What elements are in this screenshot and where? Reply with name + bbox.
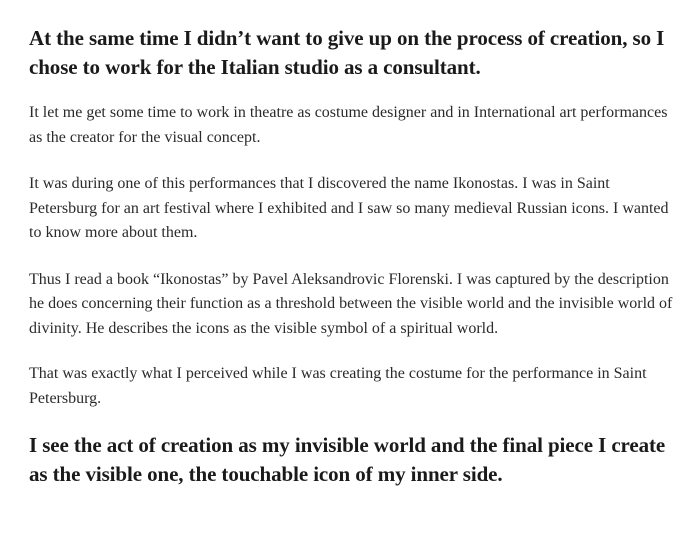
paragraph-ikonostas-discovery: It was during one of this performances that I discovered the name Ikonostas. I was in Saint Petersburg for an art festival where I exhibited and I saw so many medieval Russian icons. I wanted to know more about them. bbox=[29, 175, 669, 241]
article-body bbox=[29, 24, 674, 489]
paragraph-costume-perception: That was exactly what I perceived while I was creating the costume for the performance in Saint Petersburg. bbox=[29, 365, 647, 407]
paragraph-theatre: It let me get some time to work in theatre as costume designer and in International art performances as the creator for the visual concept. bbox=[29, 104, 668, 146]
paragraph-florenski-book: Thus I read a book “Ikonostas” by Pavel Aleksandrovic Florenski. I was captured by the description he does concerning their function as a threshold between the visible world and the invisible world of divinity. He describes the icons as the visible symbol of a spiritual world. bbox=[29, 270, 673, 337]
heading-quote-top: At the same time I didn’t want to give up on the process of creation, so I chose to work for the Italian studio as a consultant. bbox=[29, 26, 665, 79]
heading-quote-bottom: I see the act of creation as my invisible world and the final piece I create as the visible one, the touchable icon of my inner side. bbox=[29, 433, 666, 486]
